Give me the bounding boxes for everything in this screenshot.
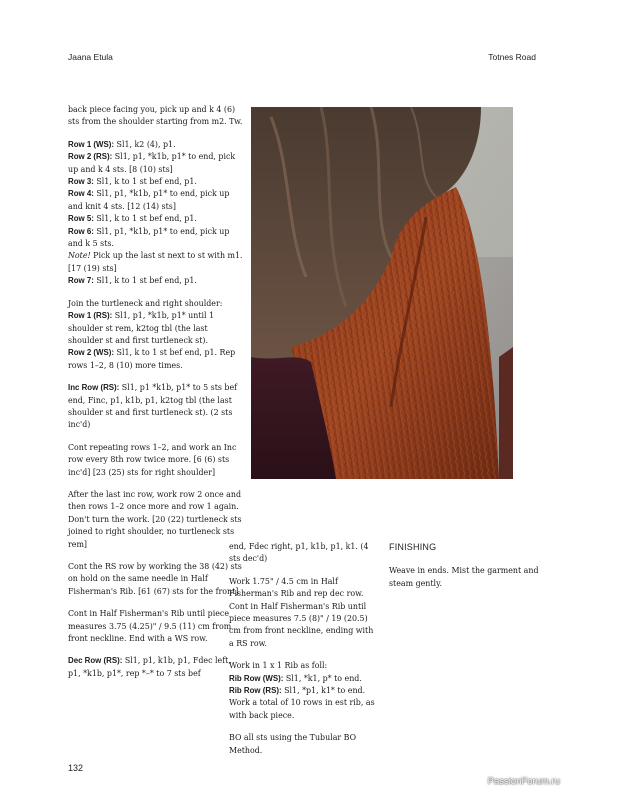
dec-row-paragraph: Dec Row (RS): Sl1, p1, k1b, p1, Fdec left, p1, *k1b, p1*, rep *–* to 7 sts bef [68, 656, 231, 678]
rib-row-rs: Rib Row (RS): Sl1, *p1, k1* to end. [229, 686, 366, 696]
row-5-line: Row 5: Sl1, k to 1 st bef end, p1. [68, 214, 197, 224]
bind-off-paragraph: BO all sts using the Tubular BO Method. [229, 733, 357, 755]
row-6-line: Row 6: Sl1, p1, *k1b, p1* to end, pick up and k 5 sts. [68, 226, 230, 249]
header-author: Jaana Etula [68, 52, 113, 62]
turtleneck-photo-icon [251, 107, 513, 479]
finishing-heading: FINISHING [389, 542, 437, 552]
rib-row-ws: Rib Row (WS): Sl1, *k1, p* to end. [229, 673, 362, 683]
rows-block [68, 139, 244, 288]
row-3-line: Row 3: Sl1, k to 1 st bef end, p1. [68, 177, 197, 187]
header-title: Totnes Road [488, 52, 536, 62]
dec-row-continued: end, Fdec right, p1, k1b, p1, k1. (4 sts dec'd) [229, 542, 369, 564]
column-1 [68, 104, 244, 690]
join-intro: Join the turtleneck and right shoulder: [68, 298, 223, 308]
cont-rs-paragraph: Cont the RS row by working the 38 (42) sts on hold on the same needle in Half Fisherman's Rib. [61 (67) sts for the front] [68, 562, 242, 596]
rib-block [229, 660, 379, 722]
cont-repeating-paragraph: Cont repeating rows 1–2, and work an Inc row every 8th row twice more. [6 (6) sts inc'd] [23 (25) sts for right shoulder] [68, 442, 237, 477]
rib-intro: Work in 1 x 1 Rib as foll: [229, 661, 328, 671]
watermark: PassionForum.ru [487, 776, 560, 787]
rib-total: Work a total of 10 rows in est rib, as with back piece. [229, 698, 375, 720]
after-last-inc-paragraph: After the last inc row, work row 2 once and then rows 1–2 once more and row 1 again. Don't turn the work. [20 (22) turtleneck sts joined to right shoulder, no turtleneck sts rem] [68, 489, 242, 549]
finishing-paragraph: Weave in ends. Mist the garment and steam gently. [389, 566, 539, 588]
row-7-line: Row 7: Sl1, k to 1 st bef end, p1. [68, 276, 197, 286]
column-2 [229, 541, 379, 767]
row-2-line: Row 2 (RS): Sl1, p1, *k1b, p1* to end, pick up and k 4 sts. [8 (10) sts] [68, 152, 236, 174]
page-number: 132 [68, 763, 84, 773]
inc-row-paragraph: Inc Row (RS): Sl1, p1 *k1b, p1* to 5 sts bef end, Finc, p1, k1b, p1, k2tog tbl (the last shoulder st and first turtleneck st). (2 sts inc'd) [68, 383, 238, 430]
join-row-1: Row 1 (RS): Sl1, p1, *k1b, p1* until 1 shoulder st rem, k2tog tbl (the last shoulder st and first turtleneck st). [68, 311, 215, 345]
work-half-fisherman-paragraph: Work 1.75" / 4.5 cm in Half Fisherman's Rib and rep dec row. Cont in Half Fisherman's Rib until piece measures 7.5 (8)" / 19 (20.5) cm from front neckline, ending with a RS row. [229, 576, 374, 648]
row-4-line: Row 4: Sl1, p1, *k1b, p1* to end, pick up and knit 4 sts. [12 (14) sts] [68, 189, 230, 211]
join-block [68, 298, 244, 372]
intro-paragraph: back piece facing you, pick up and k 4 (6) sts from the shoulder starting from m2. Tw. [68, 105, 243, 127]
note-line: Note! Pick up the last st next to st with m1. [17 (19) sts] [68, 251, 243, 273]
join-row-2: Row 2 (WS): Sl1, k to 1 st bef end, p1. Rep rows 1–2, 8 (10) more times. [68, 348, 236, 370]
column-3 [389, 541, 539, 600]
cont-half-fisherman-paragraph: Cont in Half Fisherman's Rib until piece measures 3.75 (4.25)" / 9.5 (11) cm from front neckline. End with a WS row. [68, 609, 232, 644]
row-1-line: Row 1 (WS): Sl1, k2 (4), p1. [68, 139, 176, 149]
knitted-turtleneck-photo [251, 107, 513, 479]
